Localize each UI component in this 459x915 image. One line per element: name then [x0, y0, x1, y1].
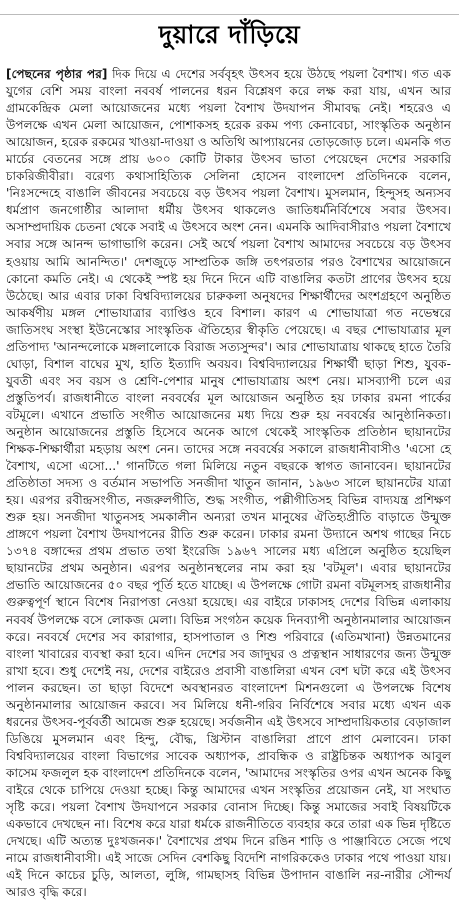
- continuation-label: [পেছনের পৃষ্ঠার পর]: [6, 67, 108, 81]
- top-border: [0, 0, 459, 15]
- article-body: [6, 66, 451, 901]
- article-text: দিক দিয়ে এ দেশের সর্ববৃহৎ উৎসব হয়ে উঠছে পয়লা বৈশাখ। গত এক যুগের বেশি সময় বাংলা নববর্ষ পালনের ধরন বিশ্লেষণ করে লক্ষ করা যায়, এখন আর গ্রামকেন্দ্রিক মেলা আয়োজনের মধ্যে পয়লা বৈশাখ উদযাপন সীমাবদ্ধ নেই। শহরেও এ উপলক্ষে এখন মেলা আয়োজন, পোশাকসহ হরেক রকম পণ্য কেনাবেচা, সাংস্কৃতিক অনুষ্ঠান আয়োজন, হরেক রকমের খাওয়া-দাওয়া ও অতিথি আপ্যায়নের তোড়জোড় চলে। এমনকি গত মার্চের বেতনের সঙ্গে প্রায় ৬০০ কোটি টাকার উৎসব ভাতা পেয়েছেন দেশের সরকারি চাকরিজীবীরা। বরেণ্য কথাসাহিত্যিক সেলিনা হোসেন বাংলাদেশ প্রতিদিনকে বলেন, 'নিঃসন্দেহে বাঙালি জীবনের সবচেয়ে বড় উৎসব পয়লা বৈশাখ। মুসলমান, হিন্দুসহ অন্যসব ধর্মপ্রাণ জনগোষ্ঠীর আলাদা ধর্মীয় উৎসব থাকলেও জাতিধর্মনির্বিশেষে সবার উৎসব। অসাম্প্রদায়িক চেতনা থেকে সবাই এ উৎসবে অংশ নেন। এমনকি আদিবাসীরাও পয়লা বৈশাখে সবার সঙ্গে আনন্দ ভাগাভাগি করেন। সেই অর্থে পয়লা বৈশাখ আমাদের সবচেয়ে বড় উৎসব হওয়ায় আমি আনন্দিত।' দেশজুড়ে সাম্প্রতিক জঙ্গি তৎপরতার পরও বৈশাখের আয়োজনে কোনো কমতি নেই। এ থেকেই স্পষ্ট হয় দিনে দিনে এটি বাঙালির কতটা প্রাণের উৎসব হয়ে উঠেছে। আর এবার ঢাকা বিশ্ববিদ্যালয়ের চারুকলা অনুষদের শিক্ষার্থীদের অংশগ্রহণে অনুষ্ঠিত আকর্ষণীয় মঙ্গল শোভাযাত্রার ব্যাপ্তিও হবে বিশাল। কারণ এ শোভাযাত্রা গত নভেম্বরে জাতিসংঘ সংস্থা ইউনেস্কোর সাংস্কৃতিক ঐতিহ্যের স্বীকৃতি পেয়েছে। এ বছর শোভাযাত্রার মূল প্রতিপাদ্য 'আনন্দলোকে মঙ্গলালোকে বিরাজ সত্যসুন্দর'। আর শোভাযাত্রায় থাকছে হাতে তৈরি ঘোড়া, বিশাল বাঘের মুখ, হাতি ইত্যাদি অবয়ব। বিশ্ববিদ্যালয়ের শিক্ষার্থী ছাড়া শিশু, যুবক-যুবতী এবং সব বয়স ও শ্রেণি-পেশার মানুষ শোভাযাত্রায় অংশ নেয়। মাসব্যাপী চলে এর প্রস্তুতিপর্ব। রাজধানীতে বাংলা নববর্ষের মূল আয়োজন অনুষ্ঠিত হয় ঢাকার রমনা পার্কের বটমূলে। এখানে প্রভাতি সংগীত আয়োজনের মধ্য দিয়ে শুরু হয় নববর্ষের আনুষ্ঠানিকতা। অনুষ্ঠান আয়োজনের প্রস্তুতি হিসেবে অনেক আগে থেকেই সাংস্কৃতিক প্রতিষ্ঠান ছায়ানটের শিক্ষক-শিক্ষার্থীরা মহড়ায় অংশ নেন। তাদের সঙ্গে নববর্ষের সকালে রাজধানীবাসীও 'এসো হে বৈশাখ, এসো এসো...' গানটিতে গলা মিলিয়ে নতুন বছরকে স্বাগত জানাবেন। ছায়ানটের প্রতিষ্ঠাতা সদস্য ও বর্তমান সভাপতি সনজীদা খাতুন জানান, ১৯৬৩ সালে ছায়ানটের যাত্রা হয়। এরপর রবীন্দ্রসংগীত, নজরুলগীতি, শুদ্ধ সংগীত, পল্লীগীতিসহ বিভিন্ন বাদ্যযন্ত্র প্রশিক্ষণ শুরু হয়। সনজীদা খাতুনসহ সমকালীন অন্যরা তখন মানুষের ঐতিহ্যপ্রীতি বাড়াতে উন্মুক্ত প্রাঙ্গণে পয়লা বৈশাখ উদযাপনের রীতি শুরু করেন। ঢাকার রমনা উদ্যানে অশথ গাছের নিচে ১৩৭৪ বঙ্গাব্দের প্রথম প্রভাত তথা ইংরেজি ১৯৬৭ সালের মধ্য এপ্রিলে অনুষ্ঠিত হয়েছিল ছায়ানটের প্রথম অনুষ্ঠান। এরপর অনুষ্ঠানস্থলের নাম করা হয় 'বটমূল'। এবার ছায়ানটের প্রভাতি আয়োজনের ৫০ বছর পূর্তি হতে যাচ্ছে। এ উপলক্ষে গোটা রমনা বটমূলসহ রাজধানীর গুরুত্বপূর্ণ স্থানে বিশেষ নিরাপত্তা নেওয়া হয়েছে। এর বাইরে ঢাকাসহ দেশের বিভিন্ন এলাকায় নববর্ষ উপলক্ষে বসে লোকজ মেলা। বিভিন্ন সংগঠন কয়েক দিনব্যাপী অনুষ্ঠানমালার আয়োজন করে। নববর্ষে দেশের সব কারাগার, হাসপাতাল ও শিশু পরিবারে (এতিমখানা) উন্নতমানের বাংলা খাবারের ব্যবস্থা করা হবে। এদিন দেশের সব জাদুঘর ও প্রত্নস্থান সাধারণের জন্য উন্মুক্ত রাখা হবে। শুধু দেশেই নয়, দেশের বাইরেও প্রবাসী বাঙালিরা এখন বেশ ঘটা করে এই উৎসব পালন করছেন। তা ছাড়া বিদেশে অবস্থানরত বাংলাদেশ মিশনগুলো এ উপলক্ষে বিশেষ অনুষ্ঠানমালার আয়োজন করবে। সব মিলিয়ে ধনী-গরিব নির্বিশেষে সবার মধ্যে এখন এক ধরনের উৎসব-পূর্ববর্তী আমেজ শুরু হয়েছে। সর্বজনীন এই উৎসবে সাম্প্রদায়িকতার বেড়াজাল ডিঙিয়ে মুসলমান এবং হিন্দু, বৌদ্ধ, খ্রিস্টান বাঙালিরা প্রাণে প্রাণ মেলাবেন। ঢাকা বিশ্ববিদ্যালয়ের বাংলা বিভাগের সাবেক অধ্যাপক, প্রাবন্ধিক ও রাষ্ট্রচিন্তক অধ্যাপক আবুল কাসেম ফজলুল হক বাংলাদেশ প্রতিদিনকে বলেন, 'আমাদের সংস্কৃতির ওপর এখন অনেক কিছু বাইরে থেকে চাপিয়ে দেওয়া হচ্ছে। কিন্তু আমাদের এখন সংস্কৃতির প্রয়োজন নেই, যা সংঘাত সৃষ্টি করে। পয়লা বৈশাখ উদযাপনে সরকার বোনাস দিচ্ছে। কিন্তু সমাজের সবাই বিষয়টিকে একভাবে দেখছেন না। বিশেষ করে যারা ধর্মকে রাজনীতিতে ব্যবহার করে তারা এক ভিন্ন দৃষ্টিতে দেখছে। এটি অত্যন্ত দুঃখজনক।' বৈশাখের প্রথম দিনে রঙিন শাড়ি ও পাঞ্জাবিতে সেজে পথে নামে রাজধানীবাসী। এই সাজে সেদিন বেশকিছু বিদেশি নাগরিককেও ঢাকার পথে পাওয়া যায়। এই দিনে কাচের চুড়ি, আলতা, লুঙ্গি, গামছাসহ বিভিন্ন উপাদান বাঙালি নর-নারীর সৌন্দর্য আরও বৃদ্ধি করে।: [6, 67, 451, 900]
- headline: দুয়ারে দাঁড়িয়ে: [158, 20, 301, 49]
- article-paragraph: [6, 66, 451, 901]
